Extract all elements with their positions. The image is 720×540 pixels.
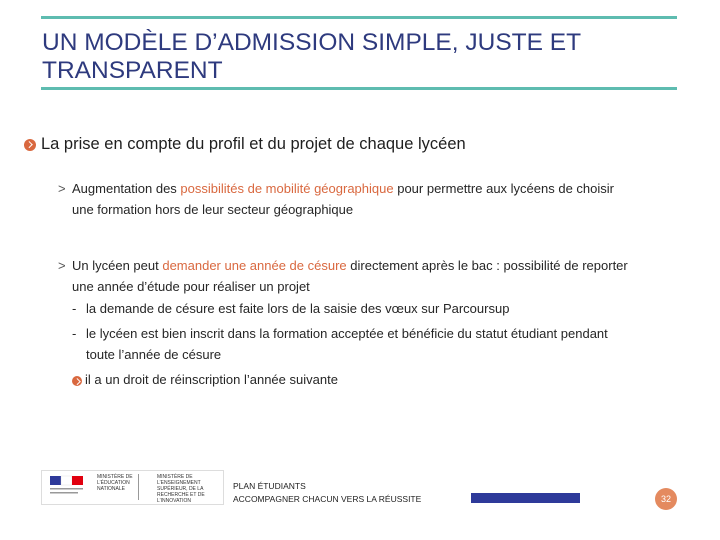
- item2-line2: une année d’étude pour réaliser un projet: [72, 279, 310, 294]
- dash1-text: la demande de césure est faite lors de la saisie des vœux sur Parcoursup: [86, 301, 510, 316]
- main-bullet: [24, 135, 466, 154]
- chevron-right-icon: >: [58, 258, 66, 273]
- slide-title: UN MODÈLE D’ADMISSION SIMPLE, JUSTE ET TRANSPARENT: [42, 29, 581, 84]
- footer-tagline: ACCOMPAGNER CHACUN VERS LA RÉUSSITE: [233, 494, 422, 504]
- logo2-text: MINISTÈRE DE L’ENSEIGNEMENT SUPÉRIEUR, DE LA RECHERCHE ET DE L’INNOVATION: [157, 474, 205, 504]
- item-cesure: [58, 255, 708, 297]
- item2-prefix: Un lycéen peut: [72, 258, 163, 273]
- item2-suffix: directement après le bac : possibilité de reporter: [346, 258, 628, 273]
- ministry-logos: [41, 470, 224, 505]
- chevron-right-icon: >: [58, 181, 66, 196]
- item1-line2: une formation hors de leur secteur géographique: [72, 202, 354, 217]
- title-underline: [41, 87, 677, 90]
- arrow-circle-icon: [24, 139, 36, 151]
- dash-marker: -: [72, 326, 77, 341]
- dash-marker: -: [72, 301, 77, 316]
- page-number-badge: 32: [655, 488, 677, 510]
- footer-plan: PLAN ÉTUDIANTS: [233, 481, 306, 491]
- logo-separator: [138, 474, 139, 500]
- dash-item-1: [72, 298, 702, 319]
- logo1-text: MINISTÈRE DE L’ÉDUCATION NATIONALE: [97, 474, 133, 492]
- top-rule: [41, 16, 677, 19]
- item1-suffix: pour permettre aux lycéens de choisir: [393, 181, 614, 196]
- dash2-line2: toute l’année de césure: [86, 347, 222, 362]
- item1-prefix: Augmentation des: [72, 181, 181, 196]
- dash-item-2: [72, 323, 702, 365]
- item2-highlight: demander une année de césure: [162, 258, 347, 273]
- main-bullet-text: La prise en compte du profil et du projet de chaque lycéen: [41, 135, 466, 153]
- footer-bar: [471, 493, 580, 503]
- marianne-logo: [44, 473, 92, 501]
- arrow-circle-icon: [72, 376, 82, 386]
- dash2-line1: le lycéen est bien inscrit dans la formation acceptée et bénéficie du statut étudiant pendant: [86, 326, 608, 341]
- arrow-item: [72, 369, 702, 390]
- item-mobilite: [58, 178, 708, 220]
- arrow-item-text: il a un droit de réinscription l’année suivante: [85, 372, 338, 387]
- item1-highlight: possibilités de mobilité géographique: [180, 181, 394, 196]
